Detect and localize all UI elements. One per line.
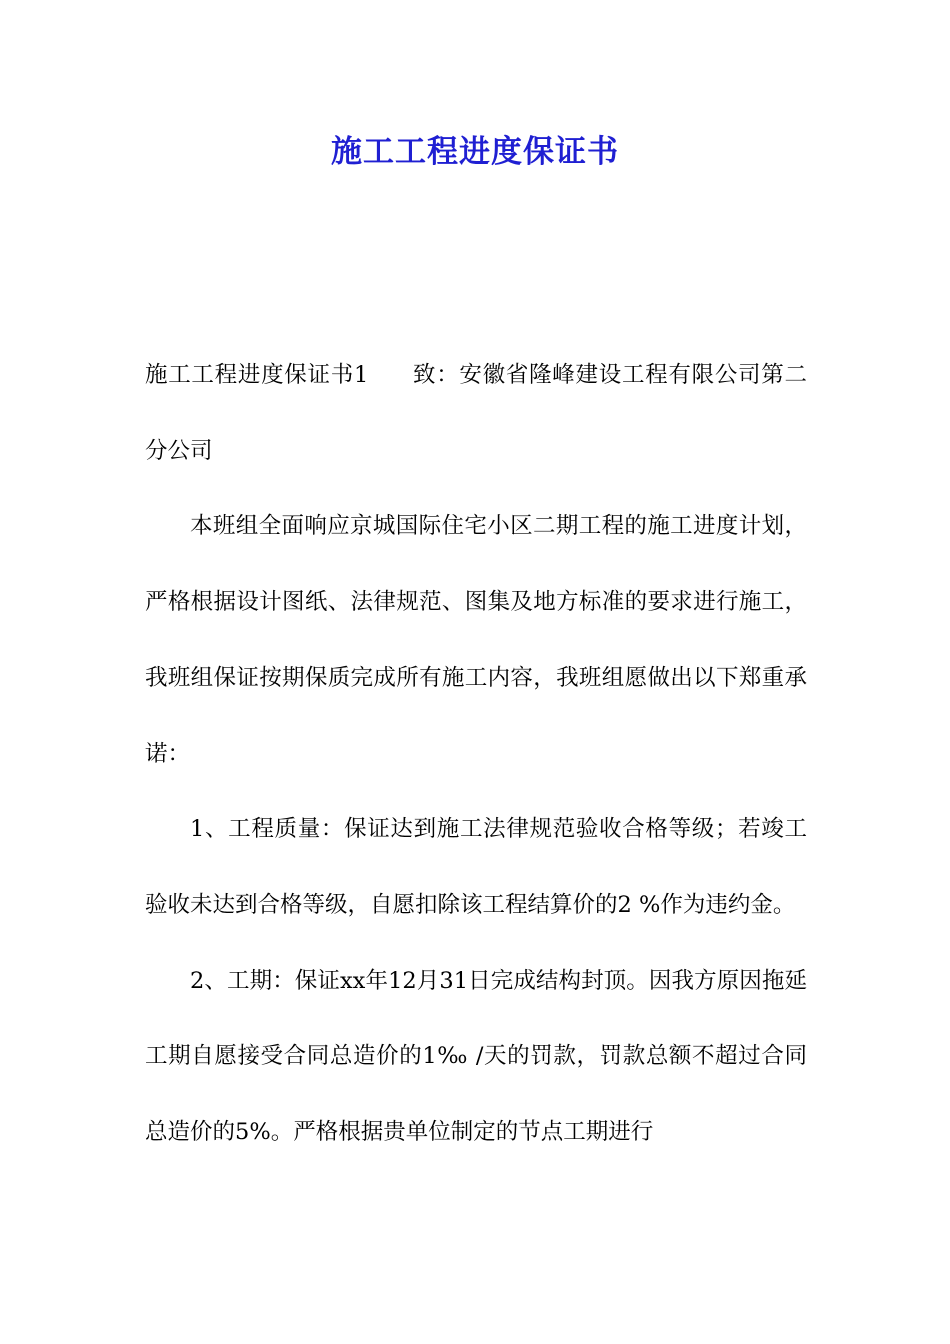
document-title: 施工工程进度保证书 bbox=[331, 134, 619, 170]
paragraph-intro: 本班组全面响应京城国际住宅小区二期工程的施工进度计划，严格根据设计图纸、法律规范、图集及地方标准的要求进行施工，我班组保证按期保质完成所有施工内容，我班组愿做出以下郑重承诺： bbox=[145, 513, 807, 767]
document-body bbox=[145, 338, 807, 1171]
paragraph-quality: 1、工程质量：保证达到施工法律规范验收合格等级；若竣工验收未达到合格等级，自愿扣除该工程结算价的2 %作为违约金。 bbox=[145, 816, 807, 918]
paragraph-schedule: 2、工期：保证xx年12月31日完成结构封顶。因我方原因拖延工期自愿接受合同总造价的1‰ /天的罚款，罚款总额不超过合同总造价的5%。严格根据贵单位制定的节点工期进行 bbox=[145, 967, 807, 1146]
heading-line: 施工工程进度保证书1 bbox=[145, 362, 369, 388]
addressee: 致：安徽省隆峰建设工程有限公司第二分公司 bbox=[145, 362, 807, 464]
opening-paragraph bbox=[145, 338, 807, 489]
